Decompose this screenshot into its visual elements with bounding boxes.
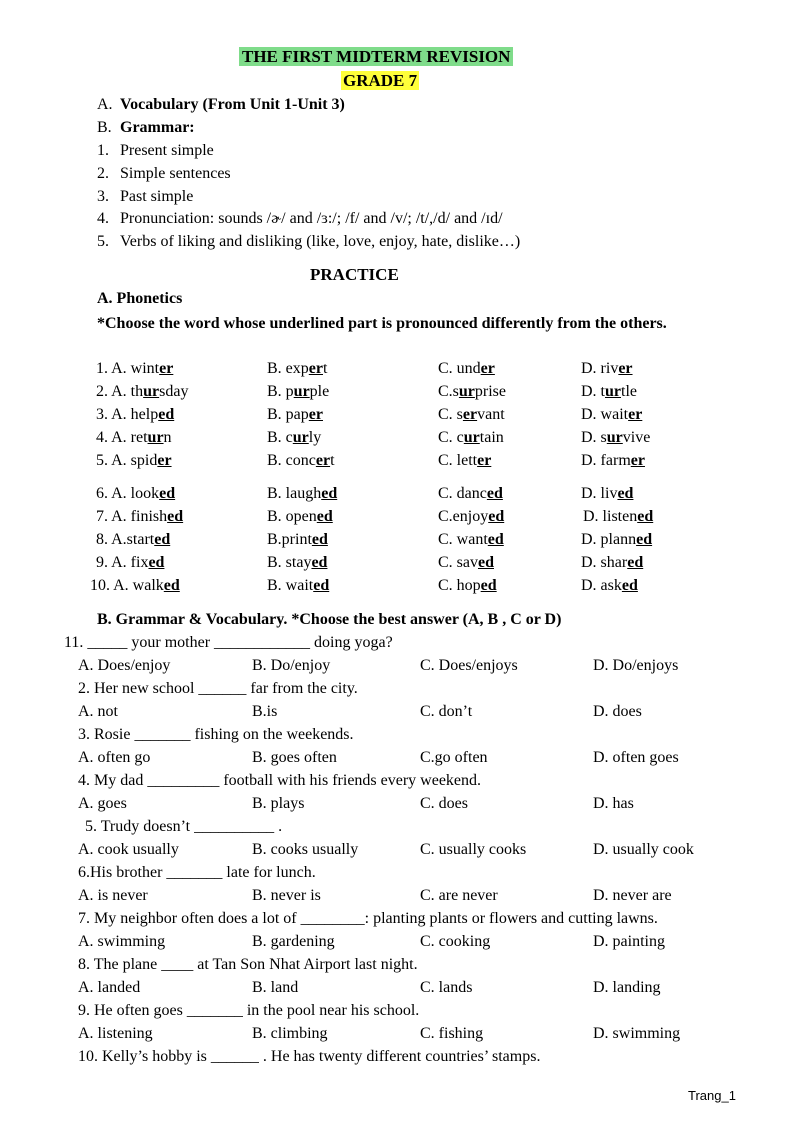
section-a-letter: A. (97, 96, 113, 113)
phonetics-option (267, 530, 328, 550)
option-text-suffix: ly (308, 429, 322, 446)
option-text: 1. A. wint (96, 360, 160, 377)
option-text: C. hop (438, 577, 481, 594)
phonetics-option (438, 428, 504, 448)
option-text: C. want (438, 531, 488, 548)
answer-option: C. cooking (420, 933, 491, 950)
option-text: 5. A. spid (96, 452, 158, 469)
underlined-sound: er (480, 360, 495, 377)
answer-option: C. don’t (420, 703, 473, 720)
option-text: D. plann (581, 531, 637, 548)
phonetics-option (267, 382, 329, 402)
option-text: B. conc (267, 452, 316, 469)
phonetics-option (96, 451, 172, 471)
phonetics-option (583, 507, 653, 527)
outline-item-text: Simple sentences (120, 164, 231, 182)
answer-option: B. goes often (252, 749, 337, 766)
underlined-sound: ed (159, 485, 176, 502)
page-number: Trang_1 (688, 1088, 736, 1103)
option-text: 10. A. walk (90, 577, 164, 594)
phonetics-option (267, 484, 337, 504)
option-text: D. s (581, 429, 607, 446)
underlined-sound: ed (154, 531, 171, 548)
phonetics-option (96, 382, 188, 402)
option-text: B. open (267, 508, 317, 525)
underlined-sound: ed (488, 508, 505, 525)
option-text: D. riv (581, 360, 619, 377)
answer-option: D. often goes (593, 749, 679, 766)
title-highlight: THE FIRST MIDTERM REVISION (239, 47, 513, 66)
section-b-letter: B. (97, 119, 112, 136)
question-text: 9. He often goes _______ in the pool near his school. (78, 1002, 420, 1019)
underlined-sound: ed (158, 406, 175, 423)
phonetics-option (581, 382, 637, 402)
question-text: 4. My dad _________ football with his friends every weekend. (78, 772, 482, 789)
answer-option: C.go often (420, 749, 488, 766)
underlined-sound: er (630, 452, 645, 469)
page-title (239, 47, 513, 67)
question-text: 3. Rosie _______ fishing on the weekends. (78, 726, 354, 743)
underlined-sound: ed (478, 554, 494, 571)
outline-item-text: Pronunciation: sounds /ɚ/ and /ɜ:/; /f/ and /v/; /t/,/d/ and /ɪd/ (120, 210, 503, 228)
question-text: 5. Trudy doesn’t __________ . (85, 818, 283, 835)
phonetics-instruction: *Choose the word whose underlined part is pronounced differently from the others. (97, 315, 667, 332)
answer-option: D. does (593, 703, 642, 720)
option-text: C. sav (438, 554, 478, 571)
answer-option: A. not (78, 703, 118, 720)
underlined-sound: ed (311, 531, 328, 548)
underlined-sound: ur (147, 429, 164, 446)
underlined-sound: ur (458, 383, 475, 400)
answer-option: B. gardening (252, 933, 335, 950)
answer-option: B. climbing (252, 1025, 328, 1042)
underlined-sound: er (618, 360, 633, 377)
option-text-suffix: t (322, 360, 328, 377)
answer-option: B. Do/enjoy (252, 657, 331, 674)
underlined-sound: ur (293, 383, 310, 400)
underlined-sound: ed (486, 485, 503, 502)
option-text-suffix: sday (159, 383, 189, 400)
outline-item-number: 4. (97, 210, 109, 228)
question-text: 2. Her new school ______ far from the city. (78, 680, 358, 697)
phonetics-option (90, 576, 180, 596)
answer-option: A. swimming (78, 933, 166, 950)
underlined-sound: ed (313, 577, 330, 594)
option-text: 9. A. fix (96, 554, 149, 571)
answer-option: B. plays (252, 795, 305, 812)
option-text: 7. A. finish (96, 508, 168, 525)
option-text: 4. A. ret (96, 429, 148, 446)
phonetics-option (96, 359, 173, 379)
option-text: 8. A.start (96, 531, 155, 548)
answer-option: C. does (420, 795, 468, 812)
phonetics-option (96, 484, 175, 504)
phonetics-option (96, 405, 174, 425)
answer-option: D. Do/enjoys (593, 657, 679, 674)
phonetics-option (581, 451, 645, 471)
option-text: C. s (438, 406, 463, 423)
underlined-sound: ed (637, 508, 654, 525)
phonetics-option (267, 359, 327, 379)
underlined-sound: er (315, 452, 331, 469)
answer-option: B. land (252, 979, 299, 996)
answer-option: C. are never (420, 887, 498, 904)
outline-item-number: 2. (97, 164, 109, 182)
option-text-suffix: t (330, 452, 335, 469)
option-text-suffix: n (163, 429, 172, 446)
phonetics-option (438, 530, 504, 550)
option-text-suffix: tain (479, 429, 504, 446)
question-text: 10. Kelly’s hobby is ______ . He has twenty different countries’ stamps. (78, 1048, 541, 1065)
phonetics-option (438, 553, 494, 573)
option-text: D. liv (581, 485, 618, 502)
option-text: 6. A. look (96, 485, 160, 502)
underlined-sound: ed (487, 531, 504, 548)
underlined-sound: ed (321, 485, 338, 502)
option-text: D. ask (581, 577, 622, 594)
underlined-sound: ur (292, 429, 309, 446)
option-text: C.enjoy (438, 508, 489, 525)
phonetics-option (438, 484, 503, 504)
answer-option: D. swimming (593, 1025, 681, 1042)
answer-option: D. landing (593, 979, 661, 996)
underlined-sound: er (157, 452, 172, 469)
outline-item-number: 1. (97, 142, 109, 159)
phonetics-option (438, 576, 497, 596)
underlined-sound: ed (627, 554, 644, 571)
answer-option: C. fishing (420, 1025, 484, 1042)
phonetics-option (581, 405, 642, 425)
underlined-sound: er (308, 406, 323, 423)
underlined-sound: ed (163, 577, 180, 594)
option-text: D. wait (581, 406, 629, 423)
option-text-suffix: vive (622, 429, 651, 446)
question-text: 6.His brother _______ late for lunch. (78, 864, 316, 881)
phonetics-option (581, 576, 638, 596)
phonetics-option (96, 553, 164, 573)
option-text: B.print (267, 531, 312, 548)
option-text-suffix: ple (309, 383, 330, 400)
answer-option: D. has (593, 795, 634, 812)
answer-option: A. often go (78, 749, 151, 766)
phonetics-option (96, 428, 172, 448)
underlined-sound: ed (636, 531, 653, 548)
phonetics-option (96, 507, 183, 527)
option-text: D. shar (581, 554, 628, 571)
phonetics-title: A. Phonetics (97, 290, 183, 307)
option-text: 2. A. th (96, 383, 144, 400)
underlined-sound: ed (480, 577, 497, 594)
option-text: C. danc (438, 485, 487, 502)
grade-label (341, 71, 419, 91)
answer-option: B. never is (252, 887, 321, 904)
option-text: B. stay (267, 554, 312, 571)
phonetics-option (438, 359, 495, 379)
option-text-suffix: prise (474, 383, 507, 400)
phonetics-option (267, 576, 329, 596)
underlined-sound: ed (621, 577, 638, 594)
underlined-sound: er (462, 406, 478, 423)
option-text: B. laugh (267, 485, 322, 502)
phonetics-option (581, 428, 650, 448)
phonetics-option (438, 405, 505, 425)
option-text: C. und (438, 360, 481, 377)
underlined-sound: ed (167, 508, 184, 525)
answer-option: A. listening (78, 1025, 153, 1042)
phonetics-option (267, 507, 333, 527)
option-text: D. listen (583, 508, 638, 525)
answer-option: D. painting (593, 933, 665, 950)
underlined-sound: ur (605, 383, 621, 400)
phonetics-option (267, 553, 327, 573)
question-text: 7. My neighbor often does a lot of ________: planting plants or flowers and cutting lawns. (78, 910, 658, 927)
underlined-sound: er (308, 360, 323, 377)
answer-option: D. never are (593, 887, 672, 904)
option-text: D. farm (581, 452, 631, 469)
answer-option: A. Does/enjoy (78, 657, 171, 674)
option-text: B. wait (267, 577, 314, 594)
grade-highlight: GRADE 7 (343, 71, 418, 90)
phonetics-option (581, 484, 633, 504)
option-text: C. lett (438, 452, 478, 469)
option-text: C. c (438, 429, 464, 446)
grammar-title: B. Grammar & Vocabulary. *Choose the best answer (A, B , C or D) (97, 611, 562, 628)
option-text: B. pap (267, 406, 309, 423)
underlined-sound: ur (143, 383, 160, 400)
outline-item-text: Past simple (120, 187, 194, 205)
answer-option: D. usually cook (593, 841, 694, 858)
phonetics-option (267, 451, 335, 471)
phonetics-option (267, 405, 323, 425)
answer-option: C. lands (420, 979, 473, 996)
underlined-sound: ur (606, 429, 623, 446)
outline-item-text: Present simple (120, 142, 214, 159)
phonetics-option (581, 553, 643, 573)
phonetics-option (581, 359, 633, 379)
answer-option: A. is never (78, 887, 148, 904)
question-text: 8. The plane ____ at Tan Son Nhat Airport last night. (78, 956, 418, 973)
phonetics-option (438, 451, 491, 471)
practice-heading: PRACTICE (310, 265, 399, 284)
question-text: 11. _____ your mother ____________ doing yoga? (64, 634, 393, 651)
section-a-title: Vocabulary (From Unit 1-Unit 3) (120, 96, 345, 113)
underlined-sound: ed (316, 508, 333, 525)
option-text: B. p (267, 383, 294, 400)
answer-option: A. cook usually (78, 841, 179, 858)
answer-option: B.is (252, 703, 278, 720)
phonetics-option (438, 507, 504, 527)
underlined-sound: er (628, 406, 643, 423)
option-text: B. exp (267, 360, 309, 377)
option-text: D. t (581, 383, 605, 400)
phonetics-option (581, 530, 652, 550)
answer-option: C. Does/enjoys (420, 657, 518, 674)
outline-item-number: 5. (97, 233, 109, 251)
answer-option: A. goes (78, 795, 127, 812)
underlined-sound: ed (311, 554, 328, 571)
underlined-sound: ur (463, 429, 480, 446)
section-b-title: Grammar: (120, 119, 195, 136)
option-text: 3. A. help (96, 406, 159, 423)
outline-item-text: Verbs of liking and disliking (like, love, enjoy, hate, dislike…) (120, 233, 521, 251)
phonetics-option (96, 530, 170, 550)
underlined-sound: ed (617, 485, 634, 502)
underlined-sound: er (159, 360, 174, 377)
option-text: C.s (438, 383, 459, 400)
option-text-suffix: tle (621, 383, 637, 400)
underlined-sound: ed (148, 554, 165, 571)
outline-item-number: 3. (97, 187, 109, 205)
answer-option: C. usually cooks (420, 841, 527, 858)
phonetics-option (267, 428, 321, 448)
underlined-sound: er (477, 452, 492, 469)
answer-option: B. cooks usually (252, 841, 359, 858)
answer-option: A. landed (78, 979, 141, 996)
option-text: B. c (267, 429, 293, 446)
option-text-suffix: vant (477, 406, 505, 423)
phonetics-option (438, 382, 506, 402)
